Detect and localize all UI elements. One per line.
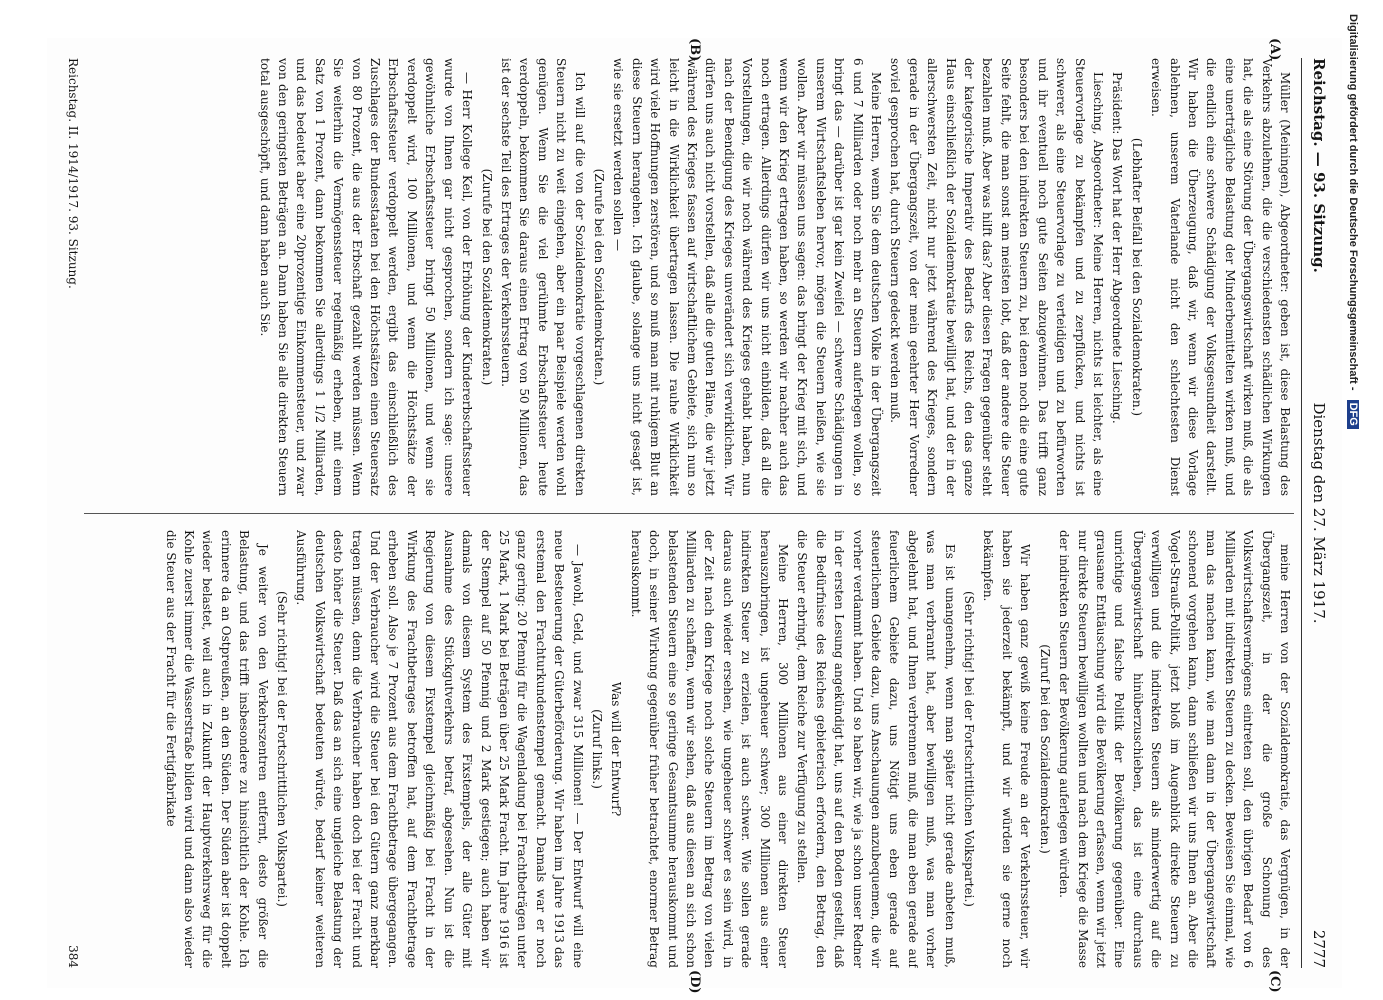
dfg-logo: DFG xyxy=(1347,400,1359,429)
interjection: (Lebhafter Beifall bei den Sozialdemokraten.) xyxy=(1129,137,1144,417)
header-session: Reichstag. — 93. Sitzung. xyxy=(1310,58,1328,273)
header-page-number: 2777 xyxy=(1310,929,1328,968)
credit-text: Digitalisierung gefördert durch die Deutsche Forschungsgemeinschaft - xyxy=(1347,14,1359,391)
paragraph: Es ist unangenehm, wenn man später nicht gerade anbeten muß, was man verbrannt hat, aber bewilligen muß, was man vorher abgelehnt hat, und Ihnen verbrennen muß, die man eben gerade auf feuerlichem Gebiete dazu, uns Nötigt uns eben gerade auf steuerlichem Gebiete dazu, uns Anschauungen anzubequemen, die wir vorher verdammt haben. Und so haben wir, wie ja schon unser Redner in der ersten Lesung angekündigt hat, uns auf den Boden gestellt, daß die Bedürfnisse des Reiches gebieterisch erfordern, den Betrag, den die Steuer erbringt, dem Reiche zur Verfügung zu stellen. xyxy=(795,530,957,968)
interjection: (Zuruf links.) xyxy=(589,709,604,789)
paragraph: — Herr Kollege Keil, von der Erhöhung der Kindererbschaftssteuer wurde von Ihnen gar nicht gesprochen, sondern ich sage: unsere gewöhnliche Erbschaftssteuer bringt 50 Millionen, und wenn sie verdoppelt wird, 100 Millionen, und wenn die Höchstsätze der Erbschaftssteuer verdoppelt werden, ergibt das einschließlich des Zuschlages der Bundesstaaten bei den Höchstsätzen einen Steuersatz von 80 Prozent, die aus der Erbschaft gezahlt werden müssen. Wenn Sie weiterhin die Vermögenssteuer regelmäßig erheben, mit einem Satz von 1 Prozent, dann bekommen Sie allerdings 1 1/2 Milliarden, und das bedeutet aber eine 20prozentige Einkommensteuer, und zwar von den geringsten Beträgen an. Dann haben Sie alle direkten Steuern total ausgeschöpft, und dann haben auch Sie. xyxy=(257,58,475,496)
footer-reference: Reichstag. II. 1914/1917. 93. Sitzung. xyxy=(66,58,80,289)
column-divider xyxy=(84,513,1294,514)
left-text-column xyxy=(84,58,1294,496)
margin-mark-c: (C) xyxy=(1267,970,1282,993)
paragraph: meine Herren von der Sozialdemokratie, das Vergnügen, in der Übergangszeit, in der die große Schonung des Volkswirtschaftsvermögens eintreten soll, den übrigen Bedarf von 6 Milliarden mit indirekten Steuern zu decken. Beweisen Sie einmal, wie man das machen kann, wie man dann in der Übergangswirtschaft schonend vorgehen kann, dann schließen wir uns Ihnen an. Aber die Vogel-Strauß-Politik, jetzt bloß im Augenblick direkte Steuern zu verwilligen und die indirekten Steuern als minderwertig auf die Übergangswirtschaft hinüberzuschieben, das ist eine durchaus unrichtige und falsche Politik der Bevölkerung gegenüber. Eine grausame Enttäuschung wird die Bevölkerung erfassen, wenn wir jetzt nur direkte Steuern bewilligen wollten und nach dem Kriege die Masse der indirekten Steuern der Bevölkerung auferlegen würden. xyxy=(1057,530,1292,968)
footer-sheet-number: 384 xyxy=(66,945,80,968)
margin-mark-b: (B) xyxy=(687,38,702,62)
interjection: (Sehr richtig! bei der Fortschrittlichen Volkspartei.) xyxy=(275,591,290,907)
paragraph: Meine Herren, wenn Sie dem deutschen Volke in der Übergangszeit 6 und 7 Milliarden oder noch mehr an Steuern auferlegen wollen, so bringt das — darüber ist gar kein Zweifel — schwere Schädigungen in unserem Wirtschaftsleben hervor, mögen die Steuern heißen, wie sie wollen. Aber wir müssen uns sagen: das bringt der Krieg mit sich, und wenn wir den Krieg ertragen haben, so werden wir nachher auch das noch ertragen. Allerdings dürfen wir uns nicht einbilden, daß all die Vorstellungen, die wir noch während des Krieges gehabt haben, nun nach der Beendigung des Krieges unverändert sich verwirklichen. Wir dürfen uns auch nicht vorstellen, daß alle die guten Pläne, die wir jetzt während des Krieges fassen auf wirtschaftlichem Gebiete, sich nun so leicht in die Wirklichkeit übertragen lassen. Die rauhe Wirklichkeit wird viele Hoffnungen zerstören, und so muß man mit ruhigem Blut an diese Steuern herangehen. Ich glaube, solange uns nicht gesagt ist, wie sie ersetzt werden sollen — xyxy=(611,58,884,496)
interjection: Was will der Entwurf? xyxy=(609,681,624,817)
interjection: (Zuruf bei den Sozialdemokraten.) xyxy=(1037,644,1052,854)
paragraph: Je weiter von den Verkehrszentren entfernt, desto größer die Belastung, und das trifft insbesondere zu hinsichtlich der Kohle. Ich erinnere da an Ostpreußen, an den Süden. Der Süden aber ist doppelt wieder belastet, weil auch in Zukunft der Hauptverkehrsweg für die Kohle zuerst immer die Wasserstraße bilden wird und dann also wieder die Steuer aus der Fracht für die Fertigfabrikate xyxy=(163,530,270,968)
digitization-credit xyxy=(1341,14,1359,974)
margin-mark-d: (D) xyxy=(687,970,702,994)
right-text-column xyxy=(84,530,1294,968)
paragraph: — Jawohl, Geld, und zwar 315 Millionen! — Der Entwurf will eine neue Besteuerung der Güterbeförderung. Wir haben im Jahre 1913 das erstemal den Frachturkundenstempel gemacht. Damals war er noch ganz gering: 20 Pfennig für die Wagenladung bei Frachtbeträgen unter 25 Mark, 1 Mark bei Beträgen über 25 Mark Fracht. Im Jahre 1916 ist der Stempel auf 50 Pfennig und 2 Mark gestiegen; auch haben wir damals von diesem System des Fixstempels, der alle Güter mit Ausnahme des Stückgutverkehrs betraf, abgesehen. Nun ist die Regierung von diesem Fixstempel gleichmäßig bei Fracht in der Wirkung des Frachtbetrages betroffen hat, auf dem Frachtbetrage erheben soll. Also je 7 Prozent aus dem Frachtbetrage übergegangen. Und der Verbraucher wird die Steuer bei den Gütern ganz merkbar tragen müssen, denn die Verbraucher haben doch bei der Fracht und desto höher die Steuer. Daß das an sich eine ungleiche Belastung der deutschen Volkswirtschaft bedeuten würde, bedarf keiner weiteren Ausführung. xyxy=(294,530,585,968)
paragraph: Ich will auf die von der Sozialdemokratie vorgeschlagenen direkten Steuern nicht zu weit eingehen, aber ein paar Beispiele werden wohl genügen. Wenn Sie die viel gerühmte Erbschaftssteuer heute verdoppeln, bekommen Sie daraus einen Ertrag von 50 Millionen, das ist der sechste Teil des Ertrages der Verkehrssteuern. xyxy=(498,58,587,496)
margin-mark-a: (A) xyxy=(1267,38,1282,61)
header-date: Dienstag den 27. März 1917. xyxy=(1310,402,1328,624)
page-footer xyxy=(66,58,80,968)
interjection: (Zurufe bei den Sozialdemokraten.) xyxy=(479,168,494,386)
paragraph: Präsident: Das Wort hat der Herr Abgeordnete Liesching. xyxy=(1110,72,1125,424)
paragraph: Müller (Meiningen), Abgeordneter: geben ist, diese Belastung des Verkehrs abzulehnen, die die verschiedensten schädlichen Wirkungen hat, die als eine Störung der Übergangswirtschaft wirken muß, die als eine unerträgliche Belastung der Minderbemittelten wirken muß, und die endlich eine schwere Schädigung der Volksgesundheit darstellt. Wir haben die Überzeugung, daß wir, wenn wir diese Vorlage ablehnen, unserem Vaterlande nicht den schlechtesten Dienst erweisen. xyxy=(1149,58,1292,496)
page-header xyxy=(1302,58,1328,968)
interjection: (Zurufe bei den Sozialdemokraten.) xyxy=(591,168,606,386)
header-rule xyxy=(1301,58,1302,968)
rotated-page xyxy=(47,38,1342,994)
paragraph: Meine Herren, 300 Millionen aus einer direkten Steuer herauszubringen, ist ungeheuer schwer; 300 Millionen aus einer indirekten Steuer zu erzielen, ist auch schwer. Wie sollen gerade daraus auch wieder ersehen, wie ungeheuer schwer es sein wird, in der Zeit nach dem Kriege noch solche Steuern im Betrag von vielen Milliarden zu schaffen, wenn wir sehen, daß aus diesen an sich schon belastenden Steuern eine so geringe Gesamtsumme herauskommt und doch, in seiner Wirkung gegenüber früher betrachtet, enormer Betrag herauskommt. xyxy=(628,530,791,968)
paragraph: Wir haben ganz gewiß keine Freude an der Verkehrssteuer, wir haben sie jederzeit bekämpft, und wir würden sie gerne noch bekämpfen. xyxy=(981,530,1033,968)
paragraph: Liesching, Abgeordneter: Meine Herren, nichts ist leichter, als eine Steuervorlage zu bekämpfen und zu zerpflücken, und nichts ist schwerer, als eine Steuervorlage zu verteidigen und zu befürworten und ihr eventuell noch gute Seiten abzugewinnen. Das trifft ganz besonders bei den indirekten Steuern zu, bei denen noch die eine gute Seite fehlt, die man sonst am meisten lobt, daß der andere die Steuer bezahlen muß. Aber was hilft das? Aber diesen Fragen gegenüber steht der kategorische Imperativ des Bedarfs des Reichs, den das ganze Haus einschließlich der Sozialdemokratie bewilligt hat, und der in der allerschwersten Zeit, nicht nur jetzt während des Krieges, sondern gerade in der Übergangszeit, von der mein geehrter Herr Vorredner soviel gesprochen hat, durch Steuern gedeckt werden muß. xyxy=(888,58,1105,496)
interjection: (Sehr richtig! bei der Fortschrittlichen Volkspartei.) xyxy=(962,591,977,907)
